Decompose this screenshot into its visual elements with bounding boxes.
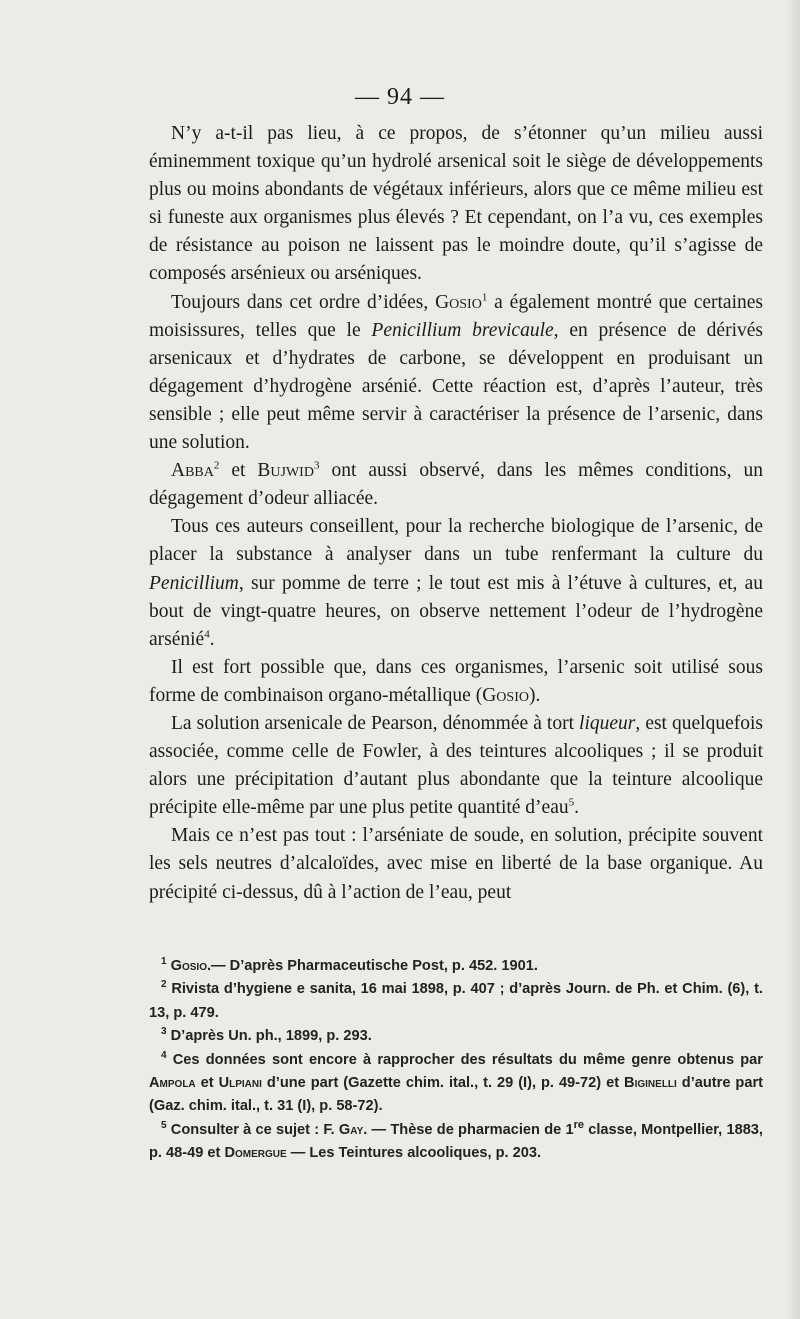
paragraph-5: Il est fort possible que, dans ces organismes, l’arsenic soit utilisé sous forme de combinaison organo-métallique (Gosio). [149,656,763,706]
footnote-mark: 5 [161,1119,167,1131]
footnotes [149,955,763,1166]
paragraph-3: Abba$^2$ et Bujwid$^3$ ont aussi observé, dans les mêmes conditions, un dégagement d’odeur alliacée. [149,459,763,510]
footnote-ref: 3 [313,459,320,472]
footnote-1: $^1$ Gosio.— D’après Pharmaceutische Post, p. 452. 1901. [161,956,538,974]
ordinal-suffix: re [573,1118,584,1131]
paragraph-6: La solution arsenicale de Pearson, dénommée à tort liqueur, est quelquefois associée, comme celle de Fowler, à des teintures alcooliques ; il se produit alors une précipitation d’autant plus abondante que la teinture alcoolique précipite elle-même par une plus petite quantité d’eau$^5$. [149,712,764,819]
author-name: Abba [171,460,214,482]
author-name: Gosio [435,291,482,313]
paragraph-2: Toujours dans cet ordre d’idées, Gosio$^1$ a également montré que certaines moisissures, telles que le Penicillium brevicaule, en présence de dérivés arsenicaux et d’hydrates de carbone, se développent en produisant un dégagement d’hydrogène arsénié. Cette réaction est, d’après l’auteur, très sensible ; elle peut même servir à caractériser la présence de l’arsenic, dans une solution. [149,291,763,454]
footnote-5: $^5$ Consulter à ce sujet : F. Gay. — Thèse de pharmacien de 1re classe, Montpellier, 1883, p. 48-49 et Domergue — Les Teintures alcooliques, p. 203. [149,1118,763,1162]
footnote-mark: 2 [161,979,167,991]
author-name: Ulpiani [218,1075,262,1092]
author-name: Bujwid [257,460,314,482]
footnote-3: $^3$ D’après Un. ph., 1899, p. 293. [161,1026,372,1045]
author-name: Biginelli [624,1075,677,1092]
genus-name: Penicillium [149,572,239,594]
footnote-ref: 1 [481,291,488,304]
footnote-mark: 3 [161,1026,167,1038]
footnote-ref: 5 [568,796,575,809]
author-name: Gay [338,1121,364,1138]
footnote-ref: 2 [213,459,220,472]
paragraph-7: Mais ce n’est pas tout : l’arséniate de soude, en solution, précipite souvent les sels neutres d’alcaloïdes, avec mise en liberté de la base organique. Au précipité ci-dessus, dû à l’action de l’eau, peut [149,825,763,903]
term-italic: liqueur [579,712,636,734]
author-name: Domergue [224,1145,287,1162]
author-name: Gosio [482,684,529,706]
footnote-4: $^4$ Ces données sont encore à rapprocher des résultats du même genre obtenus par Ampola et Ulpiani d’une part (Gazette chim. ital., t. 29 (I), p. 49-72) et Biginelli d’autre part (Gaz. chim. ital., t. 31 (I), p. 58-72). [149,1049,763,1115]
paragraph-1: N’y a-t-il pas lieu, à ce propos, de s’étonner qu’un milieu aussi éminemment toxique qu’un hydrolé arsenical soit le siège de développements plus ou moins abondants de végétaux inférieurs, alors que ce même milieu est si funeste aux organismes plus élevés ? Et cependant, on l’a vu, ces exemples de résistance au poison ne laissent pas le moindre doute, qu’il s’agisse de composés arsénieux ou arséniques. [149,123,763,285]
page-edge-shadow [786,0,800,1319]
species-name: Penicillium brevicaule [371,319,554,341]
footnote-mark: 1 [161,956,167,968]
footnote-mark: 4 [161,1049,167,1061]
author-name: Gosio [170,958,207,974]
paragraph-4: Tous ces auteurs conseillent, pour la recherche biologique de l’arsenic, de placer la substance à analyser dans un tube renfermant la culture du Penicillium, sur pomme de terre ; le tout est mis à l’étuve à cultures, et, au bout de vingt-quatre heures, on observe nettement l’odeur de l’hydrogène arsénié$^4$. [149,516,763,650]
footnote-ref: 4 [204,628,210,641]
body-text [149,120,763,907]
page-number: — 94 — [355,84,445,110]
author-name: Ampola [149,1075,196,1092]
footnote-2: $^2$ Rivista d’hygiene e sanita, 16 mai 1898, p. 407 ; d’après Journ. de Ph. et Chim. (6), t. 13, p. 479. [149,979,763,1021]
